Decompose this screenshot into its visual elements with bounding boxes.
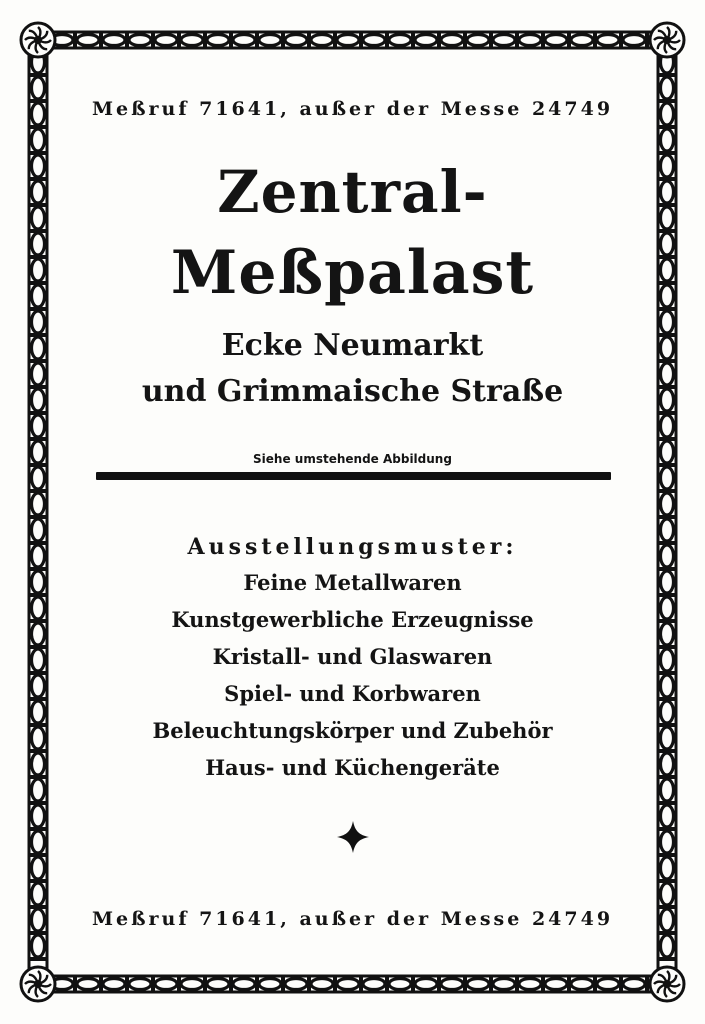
address-line-2: und Grimmaische Straße xyxy=(141,374,564,409)
exhibit-item: Beleuchtungskörper und Zubehör xyxy=(152,718,553,743)
title-line-1: Zentral- xyxy=(217,158,488,226)
title-line-2: Meßpalast xyxy=(170,238,535,308)
phone-line-bottom: Meßruf 71641, außer der Messe 24749 xyxy=(91,908,614,930)
exhibit-item: Kunstgewerbliche Erzeugnisse xyxy=(171,607,534,632)
advertisement-content xyxy=(70,70,635,960)
divider-rule xyxy=(96,472,611,480)
exhibits-heading: Ausstellungsmuster: xyxy=(187,534,518,560)
exhibit-item: Feine Metallwaren xyxy=(243,570,462,595)
address-line-1: Ecke Neumarkt xyxy=(221,328,484,363)
phone-line-top: Meßruf 71641, außer der Messe 24749 xyxy=(91,98,614,120)
four-point-star-ornament-icon xyxy=(336,820,370,854)
exhibit-item: Kristall- und Glaswaren xyxy=(212,644,493,669)
exhibit-item: Spiel- und Korbwaren xyxy=(224,681,481,706)
see-overleaf-note: Siehe umstehende Abbildung xyxy=(253,452,452,466)
exhibit-item: Haus- und Küchengeräte xyxy=(205,755,500,780)
